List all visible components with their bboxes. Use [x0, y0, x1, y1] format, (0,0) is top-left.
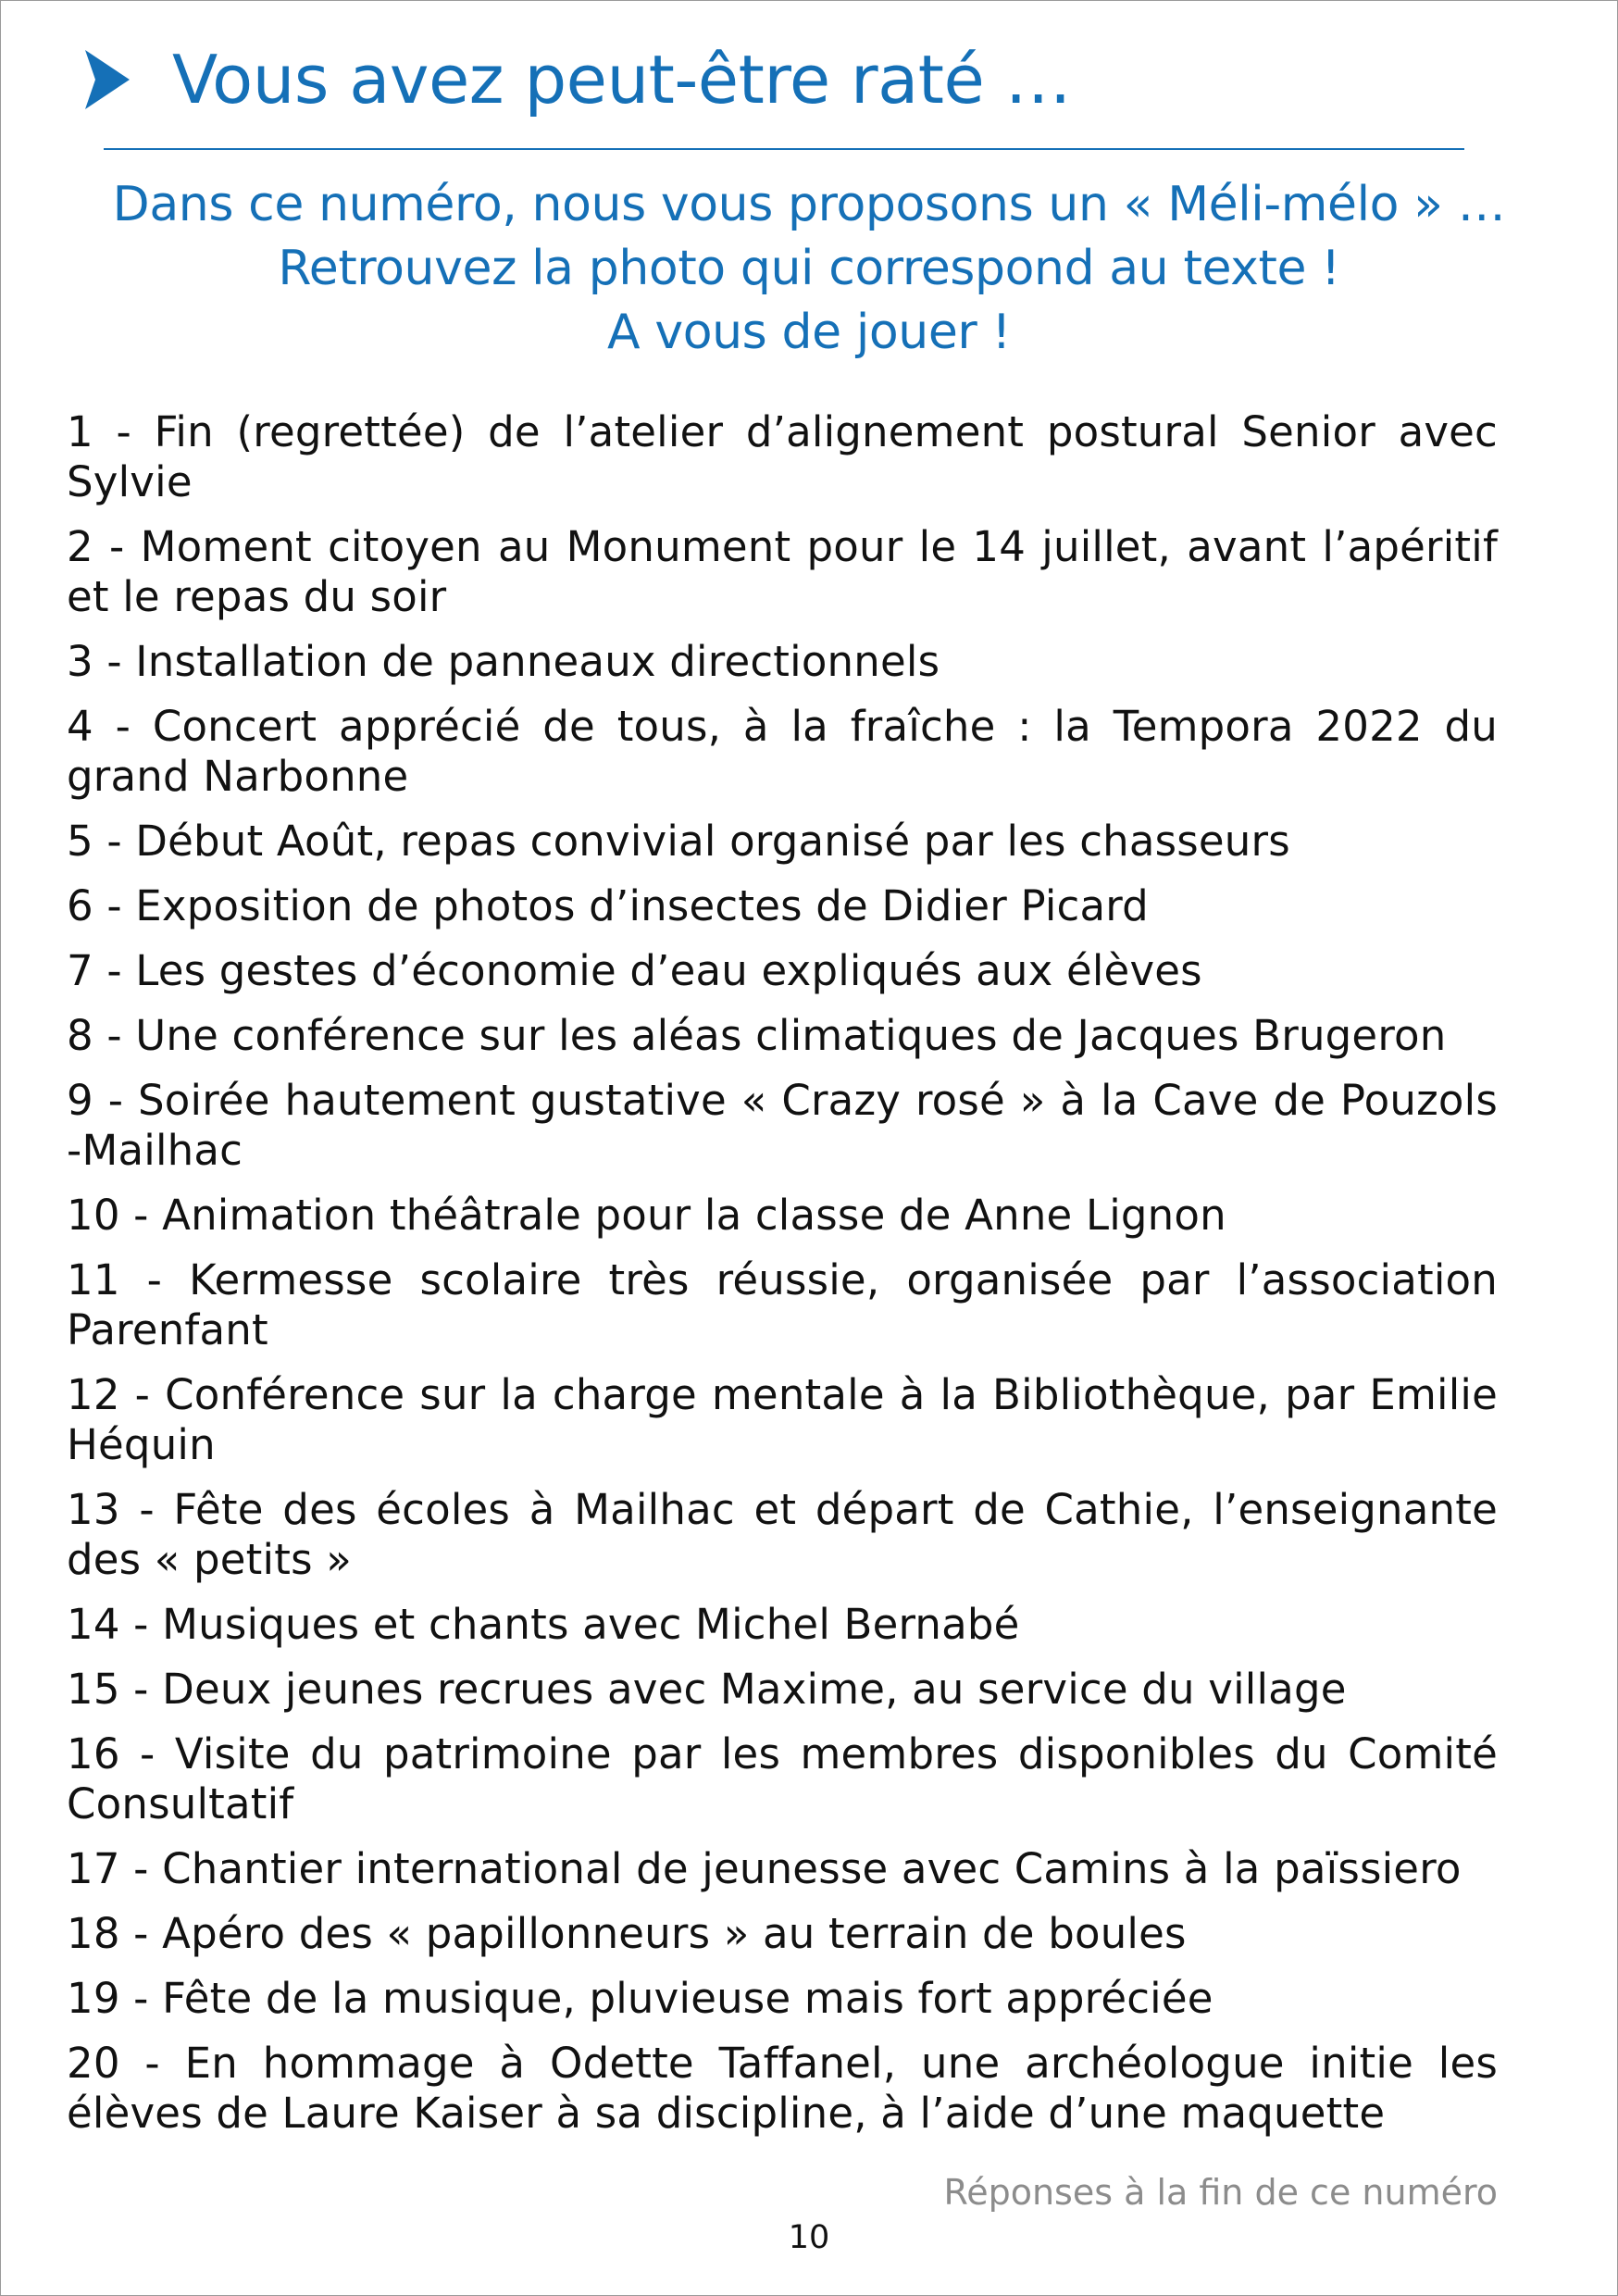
list-item: 5 - Début Août, repas convivial organisé par les chasseurs — [67, 817, 1290, 866]
list-item: 8 - Une conférence sur les aléas climatiques de Jacques Brugeron — [67, 1011, 1447, 1060]
list-item: 4 - Concert apprécié de tous, à la fraîche : la Tempora 2022 du grand Narbonne — [67, 702, 1498, 801]
list-item: 18 - Apéro des « papillonneurs » au terrain de boules — [67, 1909, 1187, 1958]
list-item: 2 - Moment citoyen au Monument pour le 14 juillet, avant l’apéritif et le repas du soir — [67, 522, 1498, 621]
list-item: 6 - Exposition de photos d’insectes de Didier Picard — [67, 881, 1149, 930]
list-item: 17 - Chantier international de jeunesse avec Camins à la païssiero — [67, 1844, 1462, 1893]
section-header — [81, 41, 1072, 119]
page-title: Vous avez peut-être raté … — [172, 41, 1072, 119]
list-item: 10 - Animation théâtrale pour la classe de Anne Lignon — [67, 1191, 1226, 1240]
intro-line-3: A vous de jouer ! — [607, 305, 1011, 360]
list-item: 13 - Fête des écoles à Mailhac et départ de Cathie, l’enseignante des « petits » — [67, 1485, 1498, 1584]
chevron-right-icon — [81, 47, 133, 112]
answers-note: Réponses à la fin de ce numéro — [943, 2172, 1498, 2213]
list-item: 16 - Visite du patrimoine par les membres disponibles du Comité Consultatif — [67, 1729, 1498, 1828]
list-item: 1 - Fin (regrettée) de l’atelier d’alignement postural Senior avec Sylvie — [67, 407, 1498, 506]
list-item: 12 - Conférence sur la charge mentale à la Bibliothèque, par Emilie Héquin — [67, 1370, 1498, 1469]
intro-line-1: Dans ce numéro, nous vous proposons un « Méli-mélo » … — [112, 177, 1506, 232]
list-item: 20 - En hommage à Odette Taffanel, une archéologue initie les élèves de Laure Kaiser à sa discipline, à l’aide d’une maquette — [67, 2039, 1498, 2138]
title-underline — [104, 148, 1464, 150]
page-number: 10 — [788, 2219, 830, 2256]
list-item: 11 - Kermesse scolaire très réussie, organisée par l’association Parenfant — [67, 1255, 1498, 1354]
list-item: 3 - Installation de panneaux directionnels — [67, 637, 940, 686]
list-item: 14 - Musiques et chants avec Michel Bernabé — [67, 1600, 1020, 1649]
list-item: 9 - Soirée hautement gustative « Crazy rosé » à la Cave de Pouzols -Mailhac — [67, 1076, 1498, 1175]
list-item: 19 - Fête de la musique, pluvieuse mais fort appréciée — [67, 1974, 1214, 2023]
list-item: 7 - Les gestes d’économie d’eau expliqués aux élèves — [67, 946, 1202, 995]
intro-line-2: Retrouvez la photo qui correspond au texte ! — [278, 241, 1340, 296]
event-list — [67, 407, 1498, 2153]
intro-block — [56, 173, 1562, 365]
list-item: 15 - Deux jeunes recrues avec Maxime, au service du village — [67, 1665, 1347, 1714]
